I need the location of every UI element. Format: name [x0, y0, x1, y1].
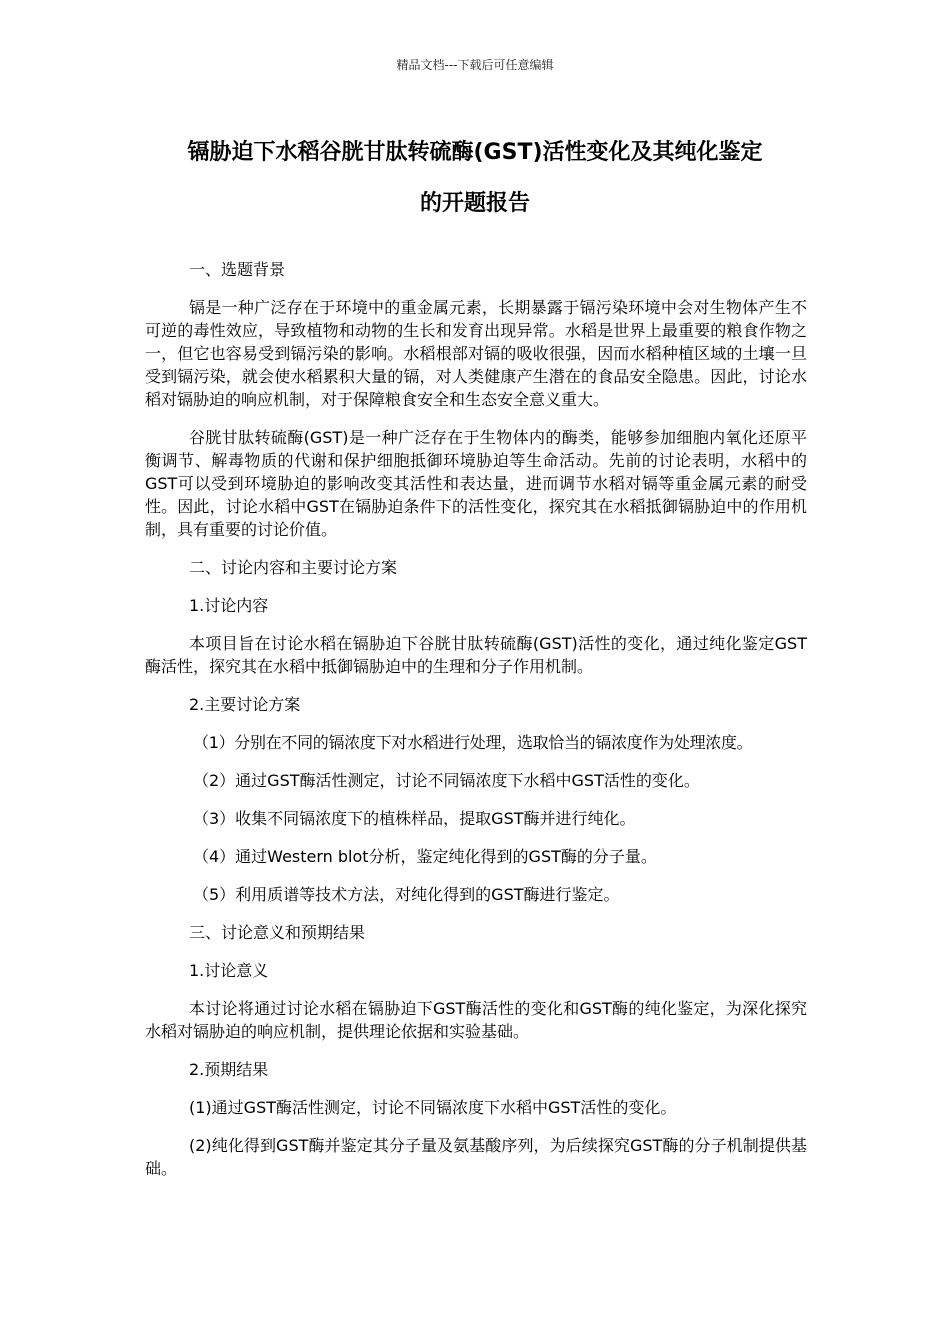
section-heading-significance: 三、讨论意义和预期结果 — [189, 923, 366, 942]
paragraph-significance: 本讨论将通过讨论水稻在镉胁迫下GST酶活性的变化和GST酶的纯化鉴定，为深化探究水稻对镉胁迫的响应机制，提供理论依据和实验基础。 — [145, 999, 807, 1041]
plan-item-3: （3）收集不同镉浓度下的植株样品，提取GST酶并进行纯化。 — [193, 809, 636, 828]
expected-result-1: (1)通过GST酶活性测定，讨论不同镉浓度下水稻中GST活性的变化。 — [189, 1098, 677, 1117]
subheading-expected-results: 2.预期结果 — [189, 1060, 269, 1079]
plan-item-1: （1）分别在不同的镉浓度下对水稻进行处理，选取恰当的镉浓度作为处理浓度。 — [193, 733, 753, 752]
paragraph-cadmium-background: 镉是一种广泛存在于环境中的重金属元素，长期暴露于镉污染环境中会对生物体产生不可逆的毒性效应，导致植物和动物的生长和发育出现异常。水稻是世界上最重要的粮食作物之一，但它也容易受到镉污染的影响。水稻根部对镉的吸收很强，因而水稻种植区域的土壤一旦受到镉污染，就会使水稻累积大量的镉，对人类健康产生潜在的食品安全隐患。因此，讨论水稻对镉胁迫的响应机制，对于保障粮食安全和生态安全意义重大。 — [145, 298, 807, 409]
subheading-significance: 1.讨论意义 — [189, 961, 269, 980]
section-heading-background: 一、选题背景 — [189, 260, 286, 279]
subheading-research-plan: 2.主要讨论方案 — [189, 695, 301, 714]
subheading-research-content: 1.讨论内容 — [189, 596, 269, 615]
paragraph-research-content: 本项目旨在讨论水稻在镉胁迫下谷胱甘肽转硫酶(GST)活性的变化，通过纯化鉴定GST酶活性，探究其在水稻中抵御镉胁迫中的生理和分子作用机制。 — [145, 634, 807, 676]
plan-item-5: （5）利用质谱等技术方法，对纯化得到的GST酶进行鉴定。 — [193, 885, 620, 904]
expected-result-2: (2)纯化得到GST酶并鉴定其分子量及氨基酸序列，为后续探究GST酶的分子机制提供基础。 — [145, 1136, 807, 1178]
plan-item-4: （4）通过Western blot分析，鉴定纯化得到的GST酶的分子量。 — [193, 847, 657, 866]
paragraph-gst-background: 谷胱甘肽转硫酶(GST)是一种广泛存在于生物体内的酶类，能够参加细胞内氧化还原平衡调节、解毒物质的代谢和保护细胞抵御环境胁迫等生命活动。先前的讨论表明，水稻中的GST可以受到环境胁迫的影响改变其活性和表达量，进而调节水稻对镉等重金属元素的耐受性。因此，讨论水稻中GST在镉胁迫条件下的活性变化，探究其在水稻抵御镉胁迫中的作用机制，具有重要的讨论价值。 — [145, 428, 807, 539]
header-note: 精品文档---下载后可任意编辑 — [396, 58, 554, 72]
section-heading-research-content: 二、讨论内容和主要讨论方案 — [189, 558, 398, 577]
plan-item-2: （2）通过GST酶活性测定，讨论不同镉浓度下水稻中GST活性的变化。 — [193, 771, 700, 790]
document-title-line-2: 的开题报告 — [419, 191, 530, 216]
document-body — [145, 258, 807, 1195]
document-title-line-1: 镉胁迫下水稻谷胱甘肽转硫酶(GST)活性变化及其纯化鉴定 — [187, 140, 763, 165]
